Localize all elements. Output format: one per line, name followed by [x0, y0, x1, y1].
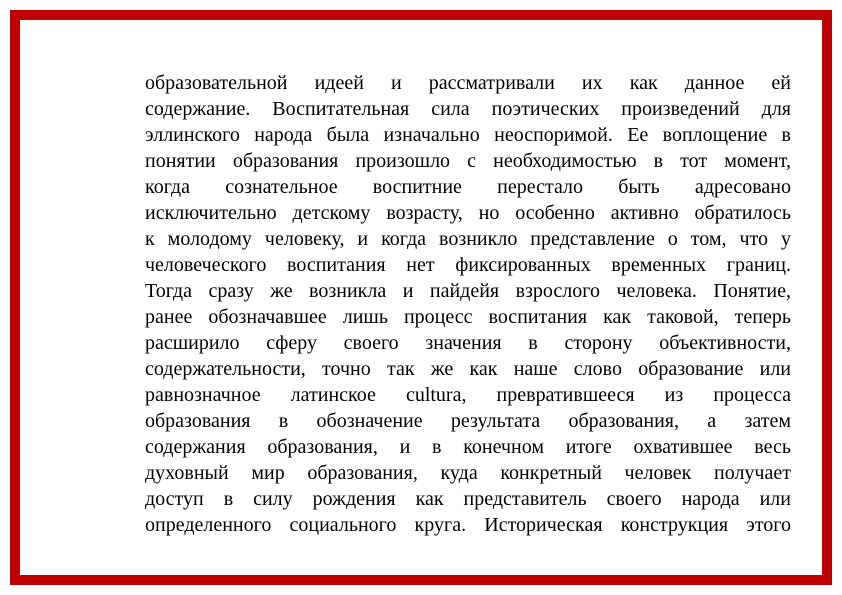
- text-line-2: содержание. Воспитательная сила поэтических произведений для: [145, 98, 791, 120]
- body-text: [145, 70, 791, 538]
- text-line-11: расширило сферу своего значения в сторону объективности,: [145, 332, 791, 354]
- text-line-4: понятии образования произошло с необходимостью в тот момент,: [145, 150, 791, 172]
- text-line-13: равнозначное латинское cultura, превратившееся из процесса: [145, 384, 791, 406]
- text-line-17: доступ в силу рождения как представитель своего народа или: [145, 488, 791, 510]
- text-line-5: когда сознательное воспитние перестало быть адресовано: [145, 176, 791, 198]
- text-line-6: исключительно детскому возрасту, но особенно активно обратилось: [145, 202, 791, 224]
- text-line-12: содержательности, точно так же как наше слово образование или: [145, 358, 791, 380]
- text-line-16: духовный мир образования, куда конкретный человек получает: [145, 462, 791, 484]
- text-line-10: ранее обозначавшее лишь процесс воспитания как таковой, теперь: [145, 306, 791, 328]
- text-line-9: Тогда сразу же возникла и пайдейя взрослого человека. Понятие,: [145, 280, 791, 302]
- text-line-3: эллинского народа была изначально неоспоримой. Ее воплощение в: [145, 124, 791, 146]
- text-line-14: образования в обозначение результата образования, а затем: [145, 410, 791, 432]
- text-line-15: содержания образования, и в конечном итоге охватившее весь: [145, 436, 791, 458]
- text-line-8: человеческого воспитания нет фиксированных временных границ.: [145, 254, 791, 276]
- text-line-18: определенного социального круга. Историческая конструкция этого: [145, 514, 791, 536]
- slide-frame: [10, 10, 832, 585]
- text-line-7: к молодому человеку, и когда возникло представление о том, что у: [145, 228, 791, 250]
- text-line-1: образовательной идеей и рассматривали их как данное ей: [145, 72, 791, 94]
